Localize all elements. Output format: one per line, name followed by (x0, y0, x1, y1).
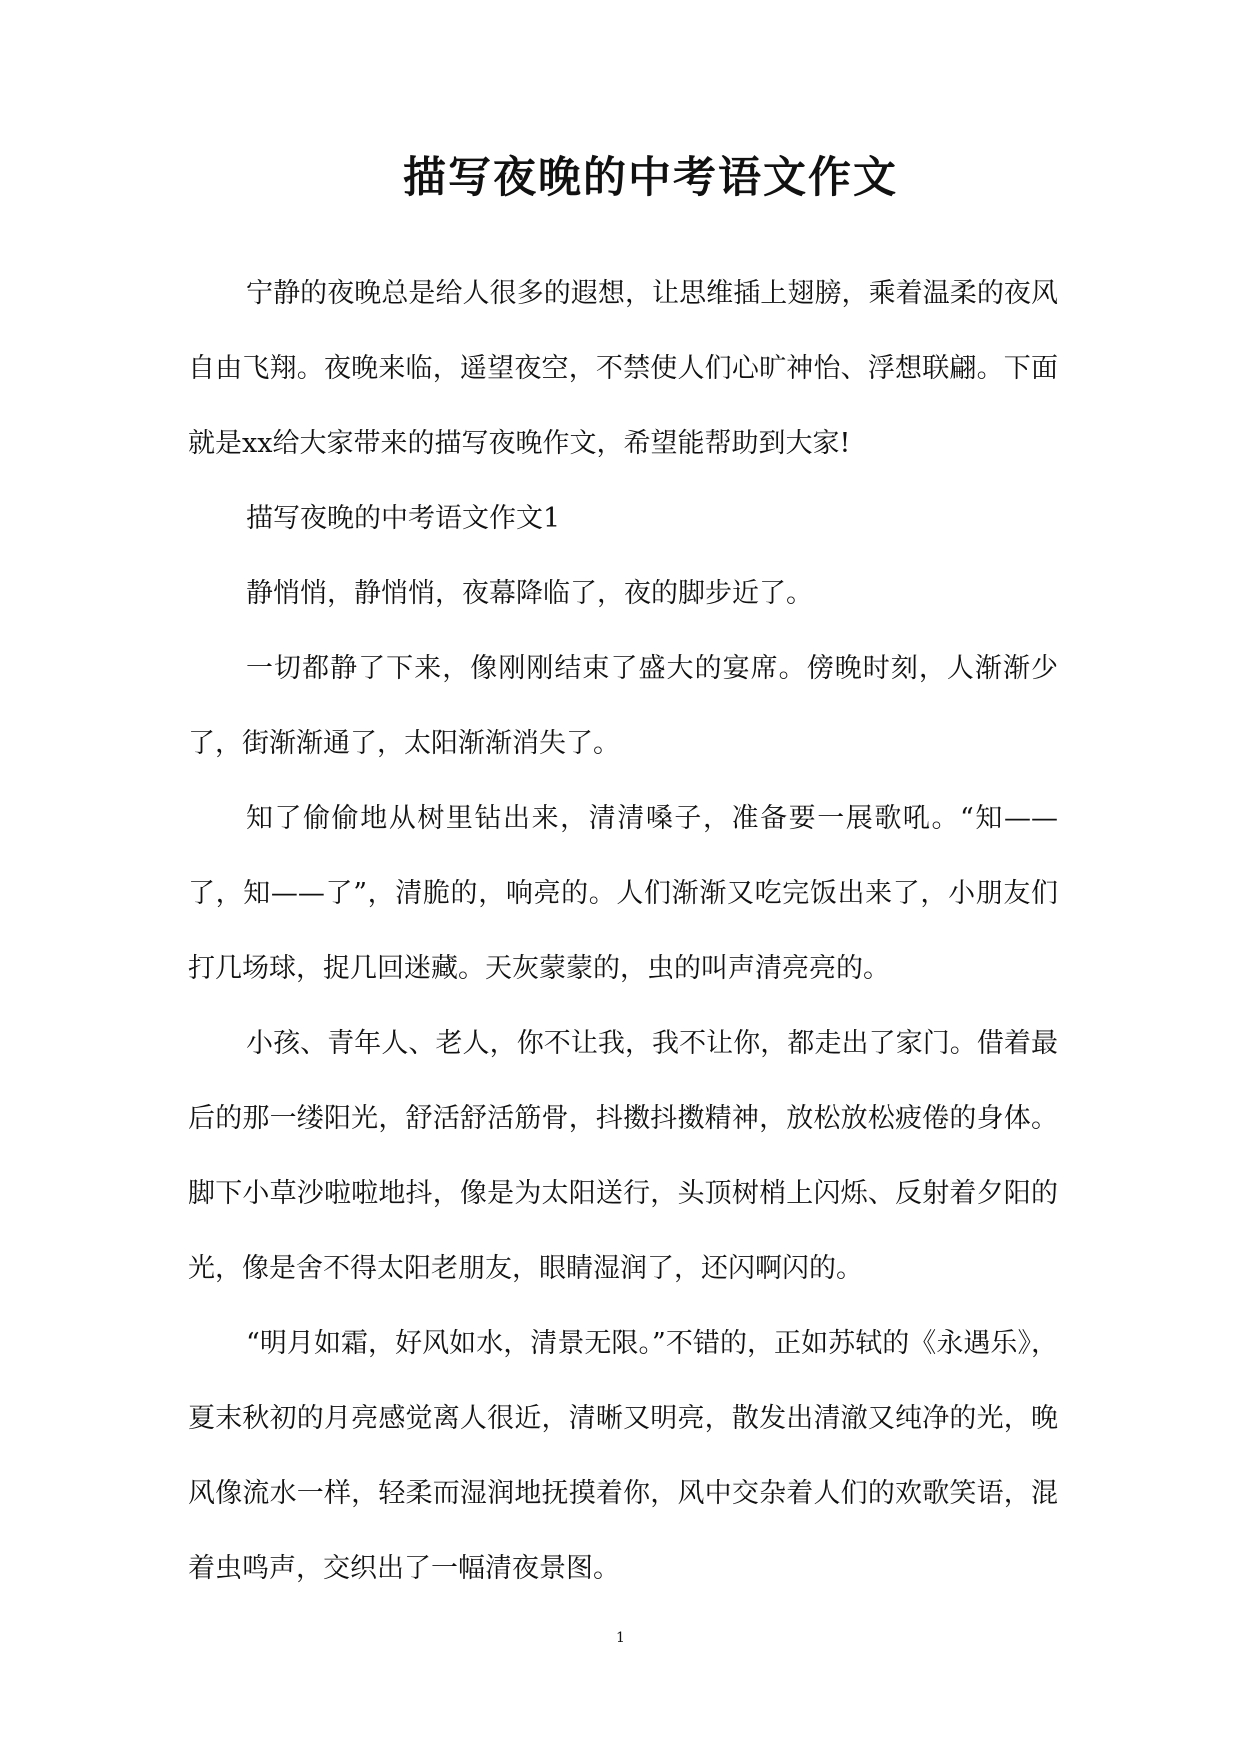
page-number: 1 (616, 1630, 625, 1646)
body-paragraph: 一切都静了下来，像刚刚结束了盛大的宴席。傍晚时刻，人渐渐少了，街渐渐通了，太阳渐渐消失了。 (188, 653, 1058, 759)
body-paragraph: 小孩、青年人、老人，你不让我，我不让你，都走出了家门。借着最后的那一缕阳光，舒活舒活筋骨，抖擞抖擞精神，放松放松疲倦的身体。脚下小草沙啦啦地抖，像是为太阳送行，头顶树梢上闪烁、反射着夕阳的光，像是舍不得太阳老朋友，眼睛湿润了，还闪啊闪的。 (188, 1028, 1058, 1284)
document-title: 描写夜晚的中考语文作文 (403, 153, 898, 203)
body-paragraph: 静悄悄，静悄悄，夜幕降临了，夜的脚步近了。 (246, 578, 813, 609)
body-paragraph: 知了偷偷地从树里钻出来，清清嗓子，准备要一展歌吼。“知——了，知——了”，清脆的，响亮的。人们渐渐又吃完饭出来了，小朋友们打几场球，捉几回迷藏。天灰蒙蒙的，虫的叫声清亮亮的。 (188, 803, 1058, 984)
document-body (188, 256, 1058, 1606)
intro-paragraph: 宁静的夜晚总是给人很多的遐想，让思维插上翅膀，乘着温柔的夜风自由飞翔。夜晚来临，遥望夜空，不禁使人们心旷神怡、浮想联翩。下面就是xx给大家带来的描写夜晚作文，希望能帮助到大家! (188, 278, 1058, 459)
section-heading: 描写夜晚的中考语文作文1 (246, 503, 561, 534)
body-paragraph: “明月如霜，好风如水，清景无限。”不错的，正如苏轼的《永遇乐》，夏末秋初的月亮感觉离人很近，清晰又明亮，散发出清澈又纯净的光，晚风像流水一样，轻柔而湿润地抚摸着你，风中交杂着人们的欢歌笑语，混着虫鸣声，交织出了一幅清夜景图。 (188, 1328, 1058, 1584)
